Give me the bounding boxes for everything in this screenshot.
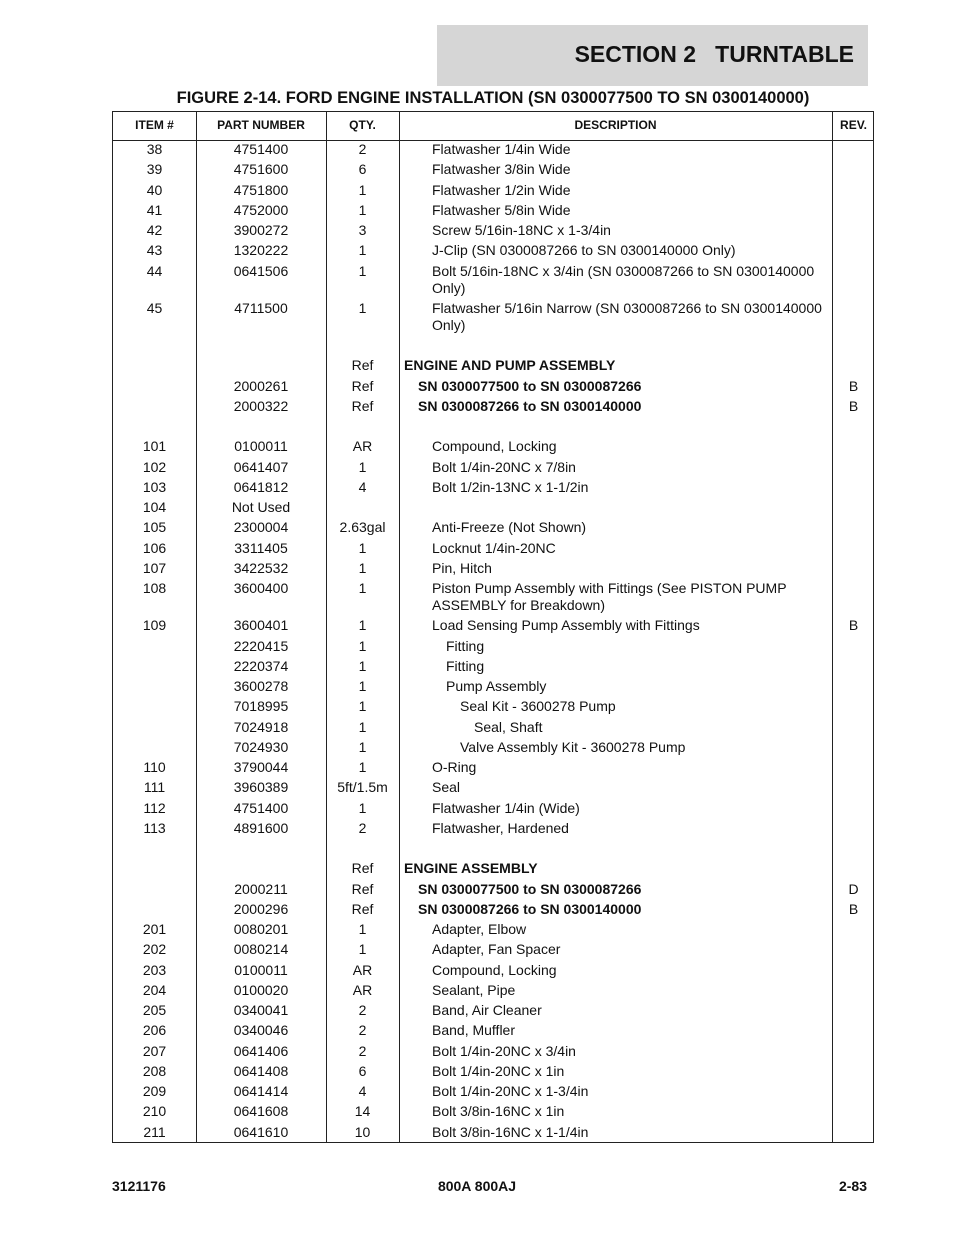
table-row: [113, 860, 873, 880]
item-number-cell: 211: [143, 1123, 166, 1140]
qty-cell: 1: [358, 759, 367, 775]
part-number-cell: 2220374: [233, 657, 289, 674]
qty-cell: 1: [358, 181, 367, 198]
qty-cell: 1: [358, 738, 367, 755]
table-row: [113, 540, 873, 560]
part-number-cell: 0641610: [233, 1123, 289, 1140]
column-header-qty: QTY.: [349, 118, 376, 132]
part-number-cell: 0641812: [233, 478, 289, 495]
table-row: [113, 337, 873, 357]
qty-cell: 1: [358, 941, 367, 958]
qty-cell: Ref: [351, 860, 374, 877]
part-number-cell: 1320222: [233, 242, 289, 259]
item-number-cell: 41: [146, 201, 163, 218]
item-number-cell: 209: [142, 1083, 167, 1099]
description-cell: Adapter, Elbow: [432, 921, 527, 937]
description-cell: SN 0300087266 to SN 0300140000: [418, 397, 642, 414]
table-row: [113, 398, 873, 418]
description-cell: Flatwasher 5/8in Wide: [432, 201, 571, 218]
item-number-cell: 208: [142, 1062, 167, 1079]
description-cell: Anti-Freeze (Not Shown): [432, 519, 587, 536]
description-cell: Bolt 1/4in-20NC x 1in: [432, 1062, 565, 1079]
description-cell: ENGINE ASSEMBLY: [404, 860, 538, 877]
table-row: [113, 263, 873, 300]
qty-cell: 1: [358, 678, 367, 694]
qty-cell: 1: [358, 201, 367, 218]
qty-cell: Ref: [351, 357, 374, 374]
table-row: [113, 378, 873, 398]
part-number-cell: 2000322: [233, 397, 289, 414]
table-row: [113, 418, 873, 438]
item-number-cell: 38: [146, 141, 163, 157]
qty-cell: Ref: [351, 397, 374, 414]
part-number-cell: 0340046: [233, 1022, 289, 1039]
qty-cell: 4: [358, 1083, 367, 1099]
table-row: [113, 182, 873, 202]
part-number-cell: 4752000: [233, 201, 289, 218]
rev-cell: D: [848, 880, 859, 897]
qty-cell: Ref: [351, 377, 374, 394]
part-number-cell: 3790044: [233, 759, 289, 775]
description-cell: Bolt 5/16in-18NC x 3/4in (SN 0300087266 to SN 0300140000 Only): [432, 262, 815, 296]
table-row: [113, 617, 873, 637]
description-cell: Piston Pump Assembly with Fittings (See PISTON PUMP ASSEMBLY for Breakdown): [432, 580, 787, 613]
item-number-cell: 111: [143, 779, 166, 796]
item-number-cell: 105: [142, 519, 167, 536]
description-cell: SN 0300077500 to SN 0300087266: [418, 880, 642, 897]
table-body: [113, 141, 873, 1144]
description-cell: Valve Assembly Kit - 3600278 Pump: [460, 738, 686, 755]
table-row: [113, 357, 873, 377]
table-row: [113, 1022, 873, 1042]
table-row: [113, 820, 873, 840]
qty-cell: Ref: [351, 900, 374, 917]
qty-cell: 2: [358, 1002, 367, 1018]
qty-cell: 4: [358, 478, 367, 495]
part-number-cell: 0340041: [233, 1002, 289, 1018]
qty-cell: 1: [358, 921, 367, 937]
qty-cell: 1: [358, 242, 367, 259]
parts-table: [112, 111, 874, 1143]
table-row: [113, 800, 873, 820]
description-cell: Pin, Hitch: [432, 559, 492, 576]
part-number-cell: 3960389: [233, 779, 289, 796]
qty-cell: 1: [358, 580, 367, 596]
item-number-cell: 206: [142, 1022, 167, 1039]
qty-cell: 1: [358, 299, 367, 316]
part-number-cell: 3600400: [233, 580, 289, 596]
part-number-cell: 2220415: [233, 637, 289, 654]
table-row: [113, 1063, 873, 1083]
table-row: [113, 881, 873, 901]
part-number-cell: 0641506: [233, 262, 289, 279]
description-cell: Flatwasher 1/4in (Wide): [432, 799, 580, 816]
description-cell: Band, Muffler: [432, 1022, 516, 1039]
description-cell: Adapter, Fan Spacer: [432, 941, 561, 958]
description-cell: Fitting: [446, 657, 485, 674]
item-number-cell: 202: [142, 941, 167, 958]
part-number-cell: 2000261: [233, 377, 289, 394]
table-row: [113, 962, 873, 982]
part-number-cell: 4751400: [233, 799, 289, 816]
description-cell: Screw 5/16in-18NC x 1-3/4in: [432, 222, 611, 238]
table-row: [113, 479, 873, 499]
column-header-part-number: PART NUMBER: [217, 118, 305, 132]
table-row: [113, 719, 873, 739]
part-number-cell: 3600401: [233, 617, 289, 634]
part-number-cell: 2000296: [233, 900, 289, 917]
table-row: [113, 300, 873, 337]
description-cell: Flatwasher 1/4in Wide: [432, 141, 571, 157]
item-number-cell: 205: [142, 1002, 167, 1018]
qty-cell: 6: [358, 161, 367, 178]
part-number-cell: 0080201: [233, 921, 289, 937]
table-row: [113, 1103, 873, 1123]
part-number-cell: 0641407: [233, 458, 289, 475]
table-row: [113, 202, 873, 222]
qty-cell: 1: [358, 559, 367, 576]
table-row: [113, 580, 873, 617]
part-number-cell: 7018995: [233, 698, 289, 715]
qty-cell: AR: [352, 981, 373, 998]
qty-cell: 1: [358, 539, 367, 556]
table-row: [113, 222, 873, 242]
item-number-cell: 43: [146, 242, 163, 259]
qty-cell: 1: [358, 637, 367, 654]
qty-cell: 2: [358, 1022, 367, 1039]
table-row: [113, 840, 873, 860]
part-number-cell: Not Used: [231, 499, 291, 515]
qty-cell: AR: [352, 961, 373, 978]
qty-cell: 5ft/1.5m: [337, 779, 388, 796]
part-number-cell: 4891600: [233, 819, 289, 836]
table-row: [113, 459, 873, 479]
part-number-cell: 3600278: [233, 678, 289, 694]
table-row: [113, 921, 873, 941]
part-number-cell: 0641608: [233, 1103, 289, 1120]
qty-cell: 1: [358, 718, 367, 735]
table-row: [113, 1002, 873, 1022]
item-number-cell: 42: [146, 222, 163, 238]
description-cell: Fitting: [446, 637, 485, 654]
table-row: [113, 941, 873, 961]
description-cell: Bolt 1/4in-20NC x 3/4in: [432, 1042, 576, 1059]
qty-cell: 3: [358, 222, 367, 238]
table-row: [113, 141, 873, 161]
item-number-cell: 40: [146, 181, 163, 198]
qty-cell: 10: [354, 1123, 371, 1140]
footer-page-number: 2-83: [838, 1178, 867, 1194]
rev-cell: B: [848, 377, 859, 394]
table-row: [113, 638, 873, 658]
table-row: [113, 1083, 873, 1103]
item-number-cell: 39: [146, 161, 163, 178]
qty-cell: 1: [358, 799, 367, 816]
item-number-cell: 112: [143, 799, 166, 816]
table-row: [113, 519, 873, 539]
rev-cell: B: [848, 397, 859, 414]
description-cell: Compound, Locking: [432, 961, 557, 978]
section-title: SECTION 2 TURNTABLE: [574, 41, 854, 67]
item-number-cell: 207: [142, 1042, 167, 1059]
item-number-cell: 204: [142, 981, 167, 998]
table-row: [113, 560, 873, 580]
table-row: [113, 161, 873, 181]
part-number-cell: 0641408: [233, 1062, 289, 1079]
rev-cell: B: [848, 900, 859, 917]
table-row: [113, 739, 873, 759]
part-number-cell: 3311405: [234, 539, 288, 556]
table-row: [113, 698, 873, 718]
column-header-rev: REV.: [840, 118, 867, 132]
qty-cell: 2: [358, 819, 367, 836]
description-cell: Seal, Shaft: [474, 718, 543, 735]
table-row: [113, 678, 873, 698]
qty-cell: 1: [358, 262, 367, 279]
footer-document-number: 3121176: [112, 1178, 166, 1194]
qty-cell: Ref: [351, 880, 374, 897]
part-number-cell: 4751400: [233, 141, 289, 157]
column-header-description: DESCRIPTION: [574, 118, 657, 132]
item-number-cell: 106: [142, 539, 167, 556]
section-header: [437, 25, 868, 86]
qty-cell: 6: [358, 1062, 367, 1079]
qty-cell: 14: [354, 1103, 371, 1120]
part-number-cell: 4751600: [233, 161, 289, 178]
description-cell: Bolt 1/2in-13NC x 1-1/2in: [432, 478, 589, 495]
part-number-cell: 0641414: [233, 1083, 289, 1099]
description-cell: Flatwasher 5/16in Narrow (SN 0300087266 to SN 0300140000 Only): [432, 299, 822, 333]
table-row: [113, 1043, 873, 1063]
description-cell: SN 0300077500 to SN 0300087266: [418, 377, 642, 394]
description-cell: SN 0300087266 to SN 0300140000: [418, 900, 642, 917]
footer-model: 800A 800AJ: [437, 1178, 517, 1194]
table-row: [113, 438, 873, 458]
description-cell: Sealant, Pipe: [432, 981, 516, 998]
item-number-cell: 109: [142, 617, 167, 634]
part-number-cell: 4711500: [234, 299, 288, 316]
table-row: [113, 658, 873, 678]
rev-cell: B: [848, 617, 859, 634]
table-row: [113, 779, 873, 799]
description-cell: Locknut 1/4in-20NC: [432, 539, 556, 556]
figure-title: FIGURE 2-14. FORD ENGINE INSTALLATION (SN 0300077500 TO SN 0300140000): [176, 89, 810, 107]
table-row: [113, 759, 873, 779]
item-number-cell: 102: [142, 458, 167, 475]
qty-cell: 1: [358, 458, 367, 475]
description-cell: Load Sensing Pump Assembly with Fittings: [432, 617, 700, 634]
part-number-cell: 0080214: [233, 941, 289, 958]
part-number-cell: 0641406: [233, 1042, 289, 1059]
item-number-cell: 113: [143, 819, 166, 836]
part-number-cell: 3900272: [233, 222, 289, 238]
description-cell: Bolt 3/8in-16NC x 1-1/4in: [432, 1123, 589, 1140]
item-number-cell: 44: [146, 262, 163, 279]
item-number-cell: 108: [142, 580, 167, 596]
table-row: [113, 901, 873, 921]
part-number-cell: 7024918: [233, 718, 289, 735]
description-cell: J-Clip (SN 0300087266 to SN 0300140000 Only): [432, 242, 736, 259]
description-cell: Seal: [432, 779, 461, 796]
part-number-cell: 7024930: [233, 738, 289, 755]
description-cell: Pump Assembly: [446, 678, 547, 694]
qty-cell: 1: [358, 617, 367, 634]
table-row: [113, 982, 873, 1002]
qty-cell: AR: [352, 438, 373, 455]
item-number-cell: 203: [142, 961, 167, 978]
description-cell: Flatwasher 3/8in Wide: [432, 161, 571, 178]
column-header-item: ITEM #: [135, 118, 174, 132]
description-cell: Flatwasher 1/2in Wide: [432, 181, 571, 198]
item-number-cell: 201: [142, 921, 167, 937]
part-number-cell: 3422532: [233, 559, 289, 576]
qty-cell: 1: [358, 698, 367, 715]
item-number-cell: 107: [142, 559, 167, 576]
item-number-cell: 210: [142, 1103, 167, 1120]
description-cell: Bolt 3/8in-16NC x 1in: [432, 1103, 565, 1120]
item-number-cell: 45: [146, 299, 163, 316]
qty-cell: 2: [358, 141, 367, 157]
qty-cell: 1: [358, 657, 367, 674]
item-number-cell: 110: [143, 759, 166, 775]
description-cell: Flatwasher, Hardened: [432, 819, 569, 836]
table-row: [113, 242, 873, 262]
item-number-cell: 104: [142, 499, 167, 515]
description-cell: Bolt 1/4in-20NC x 7/8in: [432, 458, 576, 475]
qty-cell: 2.63gal: [339, 519, 386, 536]
part-number-cell: 0100020: [233, 981, 289, 998]
part-number-cell: 2300004: [233, 519, 289, 536]
description-cell: O-Ring: [432, 759, 477, 775]
part-number-cell: 2000211: [234, 880, 288, 897]
item-number-cell: 103: [142, 478, 167, 495]
description-cell: Band, Air Cleaner: [432, 1002, 542, 1018]
description-cell: ENGINE AND PUMP ASSEMBLY: [404, 357, 616, 374]
table-row: [113, 499, 873, 519]
part-number-cell: 0100011: [234, 438, 288, 455]
part-number-cell: 4751800: [233, 181, 289, 198]
description-cell: Bolt 1/4in-20NC x 1-3/4in: [432, 1083, 589, 1099]
description-cell: Seal Kit - 3600278 Pump: [460, 698, 616, 715]
table-row: [113, 1124, 873, 1144]
item-number-cell: 101: [142, 438, 167, 455]
qty-cell: 2: [358, 1042, 367, 1059]
description-cell: Compound, Locking: [432, 438, 557, 455]
part-number-cell: 0100011: [234, 961, 288, 978]
